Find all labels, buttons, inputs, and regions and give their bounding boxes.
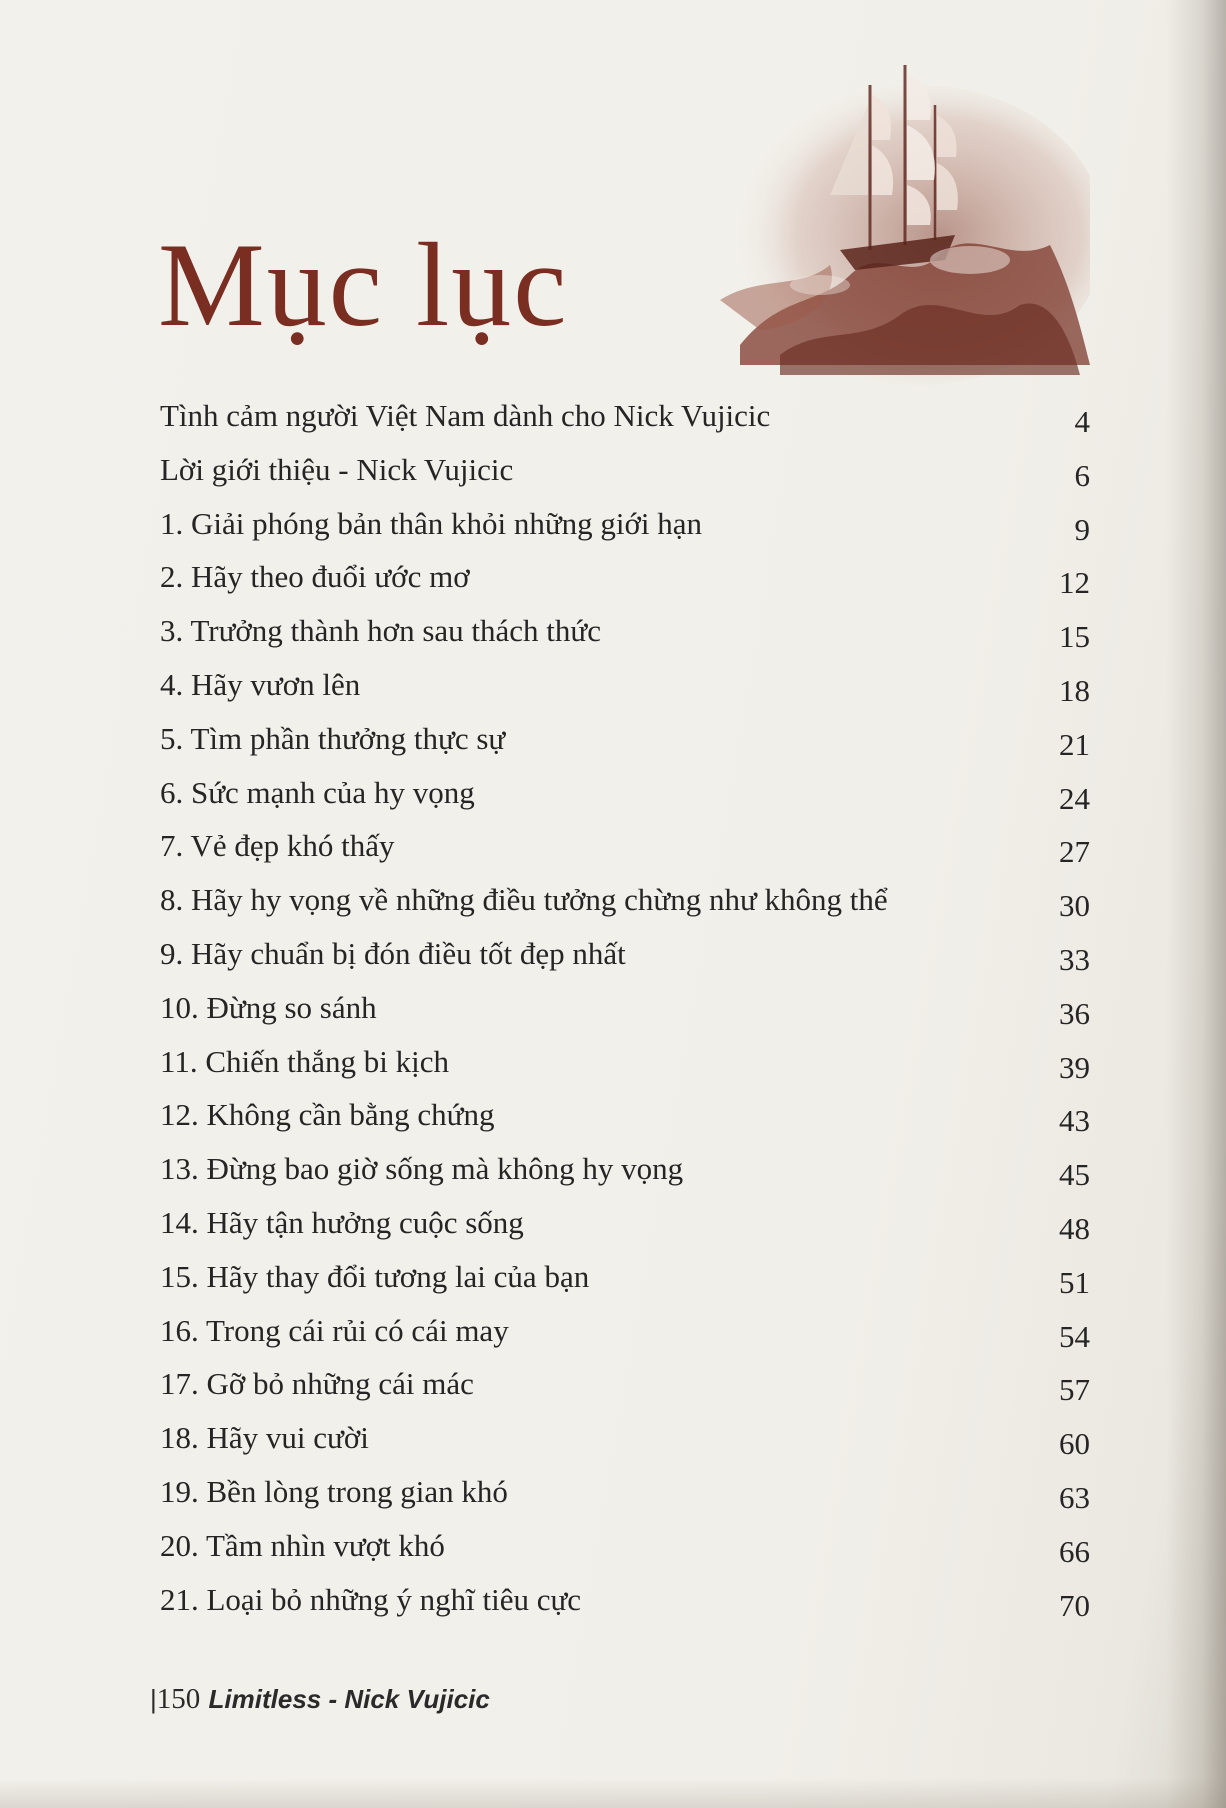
toc-entry — [160, 452, 1090, 506]
toc-entry-page: 39 — [1059, 1049, 1090, 1085]
toc-entry — [160, 1151, 1090, 1205]
toc-entry-label: 9. Hãy chuẩn bị đón điều tốt đẹp nhất — [160, 935, 626, 971]
toc-entry — [160, 1528, 1090, 1582]
page-bottom-edge — [0, 1778, 1226, 1808]
toc-entry-label: 19. Bền lòng trong gian khó — [160, 1473, 508, 1509]
toc-entry — [160, 506, 1090, 560]
toc-entry — [160, 990, 1090, 1044]
toc-entry — [160, 1259, 1090, 1313]
toc-entry-page: 30 — [1059, 888, 1090, 924]
toc-entry-label: 3. Trưởng thành hơn sau thách thức — [160, 613, 601, 649]
toc-entry-label: 2. Hãy theo đuổi ước mơ — [160, 559, 470, 595]
toc-entry-page: 66 — [1059, 1533, 1090, 1569]
toc-entry-page: 9 — [1074, 511, 1090, 547]
toc-entry-page: 15 — [1059, 619, 1090, 655]
sailing-ship-illustration — [720, 45, 1090, 385]
toc-entry — [160, 1474, 1090, 1528]
toc-entry-label: 17. Gỡ bỏ những cái mác — [160, 1366, 474, 1402]
toc-entry-page: 24 — [1059, 780, 1090, 816]
toc-entry-page: 48 — [1059, 1210, 1090, 1246]
toc-entry-label: 11. Chiến thắng bi kịch — [160, 1043, 450, 1079]
toc-entry-label: 7. Vẻ đẹp khó thấy — [160, 828, 395, 864]
toc-entry-page: 60 — [1059, 1426, 1090, 1462]
toc-entry — [160, 828, 1090, 882]
toc-entry-label: 4. Hãy vươn lên — [160, 666, 361, 702]
toc-entry — [160, 1205, 1090, 1259]
toc-entry — [160, 667, 1090, 721]
toc-entry — [160, 882, 1090, 936]
toc-entry — [160, 398, 1090, 452]
toc-entry-label: 13. Đừng bao giờ sống mà không hy vọng — [160, 1151, 684, 1187]
toc-entry-label: 14. Hãy tận hưởng cuộc sống — [160, 1204, 524, 1240]
toc-entry-label: 15. Hãy thay đổi tương lai của bạn — [160, 1258, 590, 1294]
toc-entry-label: Lời giới thiệu - Nick Vujicic — [160, 451, 514, 487]
toc-entry-page: 21 — [1059, 726, 1090, 762]
spine-shadow — [1166, 0, 1226, 1808]
toc-entry-page: 54 — [1059, 1318, 1090, 1354]
toc-entry-page: 36 — [1059, 995, 1090, 1031]
toc-entry-label: Tình cảm người Việt Nam dành cho Nick Vujicic — [160, 398, 771, 433]
toc-entry — [160, 613, 1090, 667]
toc-entry-page: 4 — [1074, 404, 1090, 439]
toc-entry-page: 12 — [1059, 565, 1090, 601]
toc-entry-page: 45 — [1059, 1157, 1090, 1193]
toc-entry-page: 57 — [1059, 1372, 1090, 1408]
toc-entry — [160, 1366, 1090, 1420]
toc-entry-label: 8. Hãy hy vọng về những điều tưởng chừng như không thể — [160, 882, 888, 918]
toc-entry-label: 20. Tầm nhìn vượt khó — [160, 1527, 445, 1563]
toc-entry-page: 43 — [1059, 1103, 1090, 1139]
toc-entry — [160, 1420, 1090, 1474]
toc-entry-label: 5. Tìm phần thưởng thực sự — [160, 720, 506, 756]
footer-book-title: Limitless - Nick Vujicic — [208, 1684, 490, 1714]
toc-entry-label: 18. Hãy vui cười — [160, 1420, 369, 1456]
toc-entry — [160, 559, 1090, 613]
toc-entry-label: 6. Sức mạnh của hy vọng — [160, 774, 475, 810]
toc-entry-page: 27 — [1059, 834, 1090, 870]
toc-entry-label: 12. Không cần bằng chứng — [160, 1097, 495, 1133]
toc-entry-label: 1. Giải phóng bản thân khỏi những giới hạn — [160, 505, 703, 541]
page-footer — [150, 1683, 490, 1716]
toc-entry — [160, 936, 1090, 990]
toc-entry — [160, 1313, 1090, 1367]
toc-entry-label: 21. Loại bỏ những ý nghĩ tiêu cực — [160, 1581, 582, 1617]
toc-entry-page: 33 — [1059, 941, 1090, 977]
footer-page-number: 150 — [156, 1683, 201, 1715]
toc-entry-label: 10. Đừng so sánh — [160, 989, 377, 1025]
toc-entry-page: 63 — [1059, 1479, 1090, 1515]
toc-entry-page: 51 — [1059, 1264, 1090, 1300]
toc-entry-page: 18 — [1059, 672, 1090, 708]
toc-entry — [160, 721, 1090, 775]
table-of-contents — [160, 398, 1090, 1635]
toc-entry — [160, 1044, 1090, 1098]
toc-entry — [160, 775, 1090, 829]
toc-entry-label: 16. Trong cái rủi có cái may — [160, 1312, 509, 1348]
footer-separator: | — [150, 1684, 157, 1714]
page-title: Mục lục — [158, 218, 569, 351]
toc-entry-page: 6 — [1074, 457, 1090, 493]
toc-entry — [160, 1097, 1090, 1151]
toc-entry-page: 70 — [1059, 1587, 1090, 1623]
toc-entry — [160, 1582, 1090, 1636]
